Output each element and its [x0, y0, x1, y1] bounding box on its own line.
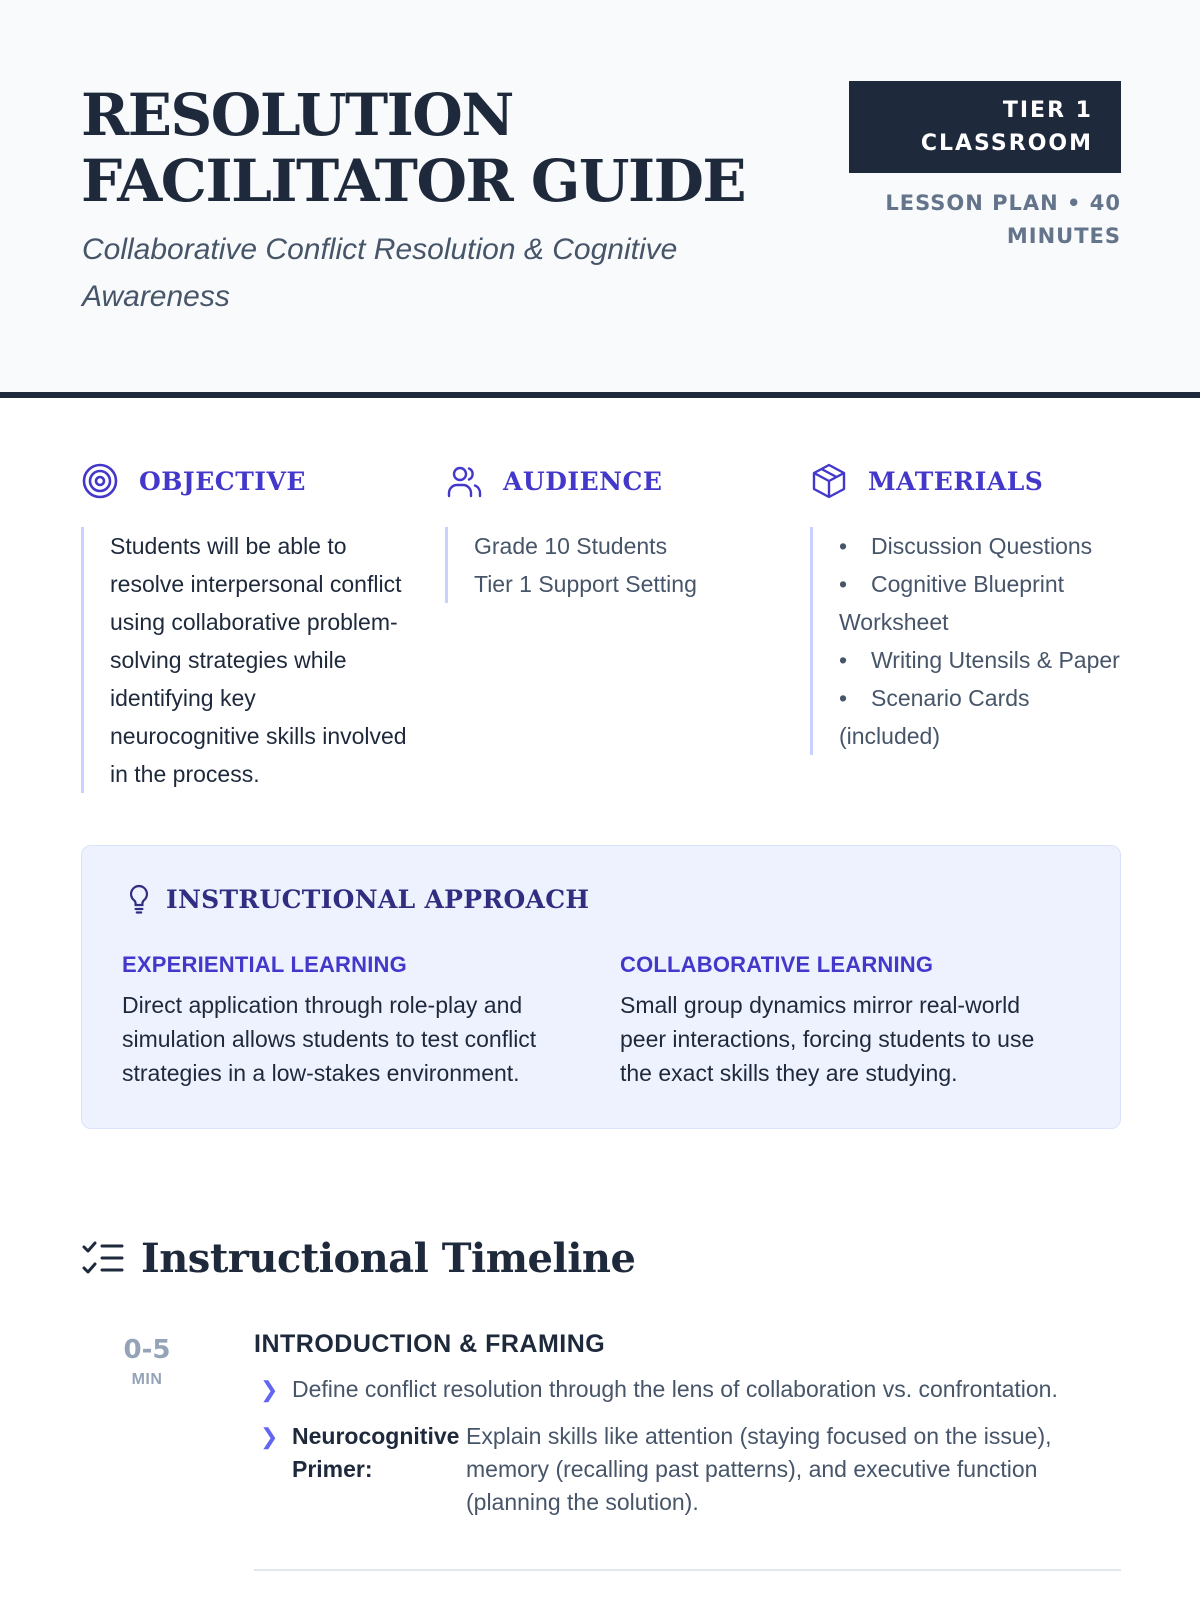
timeline-step-heading: INTRODUCTION & FRAMING [254, 1330, 606, 1358]
header [0, 0, 1200, 398]
audience-title: AUDIENCE [503, 466, 663, 496]
list-item: • Discussion Questions [839, 533, 1093, 559]
users-icon [445, 462, 483, 500]
page-title: RESOLUTION FACILITATOR GUIDE [81, 81, 746, 215]
materials-list [810, 527, 1121, 755]
target-icon [81, 462, 119, 500]
materials-title: MATERIALS [868, 466, 1044, 496]
timeline-item-text: Define conflict resolution through the lens of collaboration vs. confrontation. [292, 1376, 1058, 1402]
page-subtitle: Collaborative Conflict Resolution & Cognitive Awareness [82, 233, 678, 313]
approach-column-text: Direct application through role-play and simulation allows students to test conflict strategies in a low-stakes environment. [122, 992, 537, 1086]
divider [254, 1569, 1121, 1571]
lesson-meta: LESSON PLAN • 40 MINUTES [885, 191, 1121, 248]
chevron-right-icon: ❯ [260, 1424, 279, 1449]
approach-column-experiential [122, 952, 572, 1090]
tier-badge: TIER 1 CLASSROOM [849, 81, 1121, 173]
list-item: • Writing Utensils & Paper [839, 647, 1120, 673]
objective-section [81, 460, 411, 793]
list-item: • Scenario Cards (included) [839, 685, 1030, 749]
timeline-item-label: Neurocognitive Primer: [292, 1423, 460, 1482]
lightbulb-icon [122, 882, 156, 916]
audience-line: Grade 10 Students [474, 533, 668, 559]
approach-column-title: COLLABORATIVE LEARNING [620, 952, 934, 977]
materials-section [810, 460, 1121, 755]
approach-column-title: EXPERIENTIAL LEARNING [122, 952, 407, 977]
approach-title: INSTRUCTIONAL APPROACH [166, 884, 590, 914]
audience-section [445, 460, 775, 603]
instructional-approach-card [81, 845, 1121, 1129]
package-icon [810, 462, 848, 500]
approach-column-collaborative [620, 952, 1070, 1090]
objective-title: OBJECTIVE [139, 466, 306, 496]
timeline-title: Instructional Timeline [141, 1235, 636, 1282]
timeline-header [81, 1235, 635, 1282]
timeline-item-text: Explain skills like attention (staying focused on the issue), memory (recalling past patterns), and executive function (planning the solution). [466, 1423, 1052, 1515]
list-item: • Cognitive Blueprint Worksheet [839, 571, 1065, 635]
checklist-icon [81, 1236, 127, 1282]
timeline-step [254, 1330, 1121, 1519]
timeline-time [107, 1335, 187, 1389]
audience-line: Tier 1 Support Setting [474, 571, 697, 597]
timeline-step-item [254, 1373, 1121, 1406]
approach-column-text: Small group dynamics mirror real-world peer interactions, forcing students to use the exact skills they are studying. [620, 992, 1035, 1086]
timeline-unit: MIN [131, 1371, 163, 1388]
objective-text: Students will be able to resolve interpersonal conflict using collaborative problem-solving strategies while identifying key neurocognitive skills involved in the process. [81, 527, 411, 793]
audience-list [445, 527, 775, 603]
timeline-step-item [254, 1420, 1121, 1519]
chevron-right-icon: ❯ [260, 1377, 279, 1402]
timeline-range: 0-5 [123, 1335, 171, 1365]
